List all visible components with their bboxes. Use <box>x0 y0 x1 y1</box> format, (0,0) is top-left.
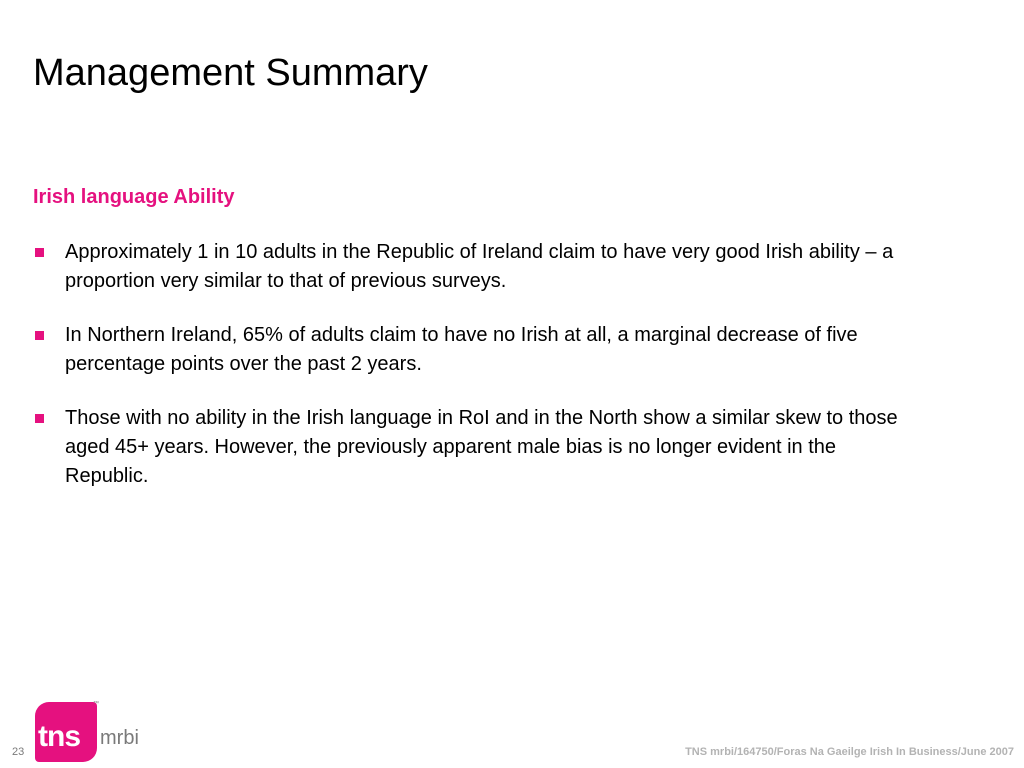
bullet-text: Those with no ability in the Irish language in RoI and in the North show a similar skew to those aged 45+ years. However, the previously apparent male bias is no longer evident in the Republic. <box>65 407 898 487</box>
logo-tns-text: tns <box>38 720 80 753</box>
bullet-text: Approximately 1 in 10 adults in the Republic of Ireland claim to have very good Irish ability – a proportion very similar to that of previous surveys. <box>65 241 894 292</box>
square-bullet-icon <box>35 248 44 257</box>
square-bullet-icon <box>35 331 44 340</box>
footer-reference: TNS mrbi/164750/Foras Na Gaeilge Irish In Business/June 2007 <box>685 746 1014 758</box>
bullet-text: In Northern Ireland, 65% of adults claim to have no Irish at all, a marginal decrease of five percentage points over the past 2 years. <box>65 324 858 375</box>
logo-trademark: ™ <box>93 701 99 707</box>
page-number: 23 <box>12 746 25 758</box>
page-title: Management Summary <box>33 52 428 94</box>
bullet-item <box>33 321 913 379</box>
bullet-item <box>33 238 913 296</box>
square-bullet-icon <box>35 414 44 423</box>
section-heading: Irish language Ability <box>33 186 235 208</box>
logo-mark <box>35 702 97 762</box>
bullet-list <box>33 238 913 516</box>
bullet-item <box>33 404 913 491</box>
tns-mrbi-logo <box>35 700 145 762</box>
logo-mrbi-text: mrbi <box>100 727 139 749</box>
